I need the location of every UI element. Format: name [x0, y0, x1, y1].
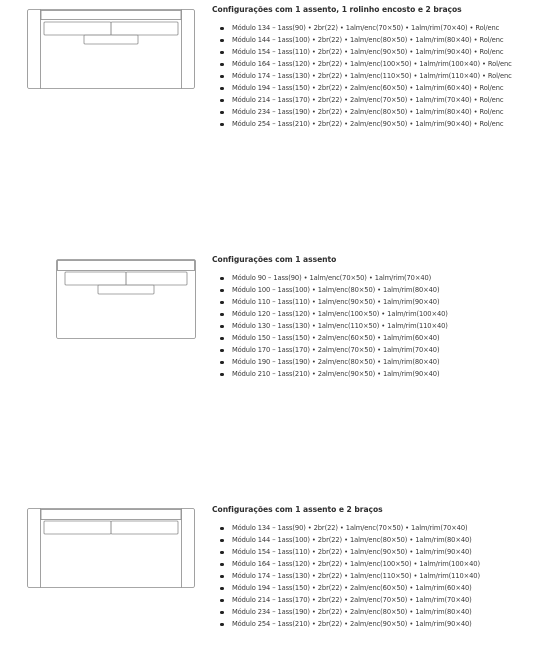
list-item: Módulo 164 – 1ass(120) • 2br(22) • 1alm/enc(100×50) • 1alm/rim(100×40) • Rol/enc [220, 58, 552, 70]
list-item: Módulo 234 – 1ass(190) • 2br(22) • 2alm/enc(80×50) • 1alm/rim(80×40) [220, 606, 552, 618]
list-item: Módulo 170 – 1ass(170) • 2alm/enc(70×50) • 1alm/rim(70×40) [220, 344, 552, 356]
list-item: Módulo 190 – 1ass(190) • 2alm/enc(80×50) • 1alm/rim(80×40) [220, 356, 552, 368]
list-item: Módulo 194 – 1ass(150) • 2br(22) • 2alm/enc(60×50) • 1alm/rim(60×40) [220, 582, 552, 594]
sofa-diagram-armrests [27, 508, 195, 588]
list-item: Módulo 174 – 1ass(130) • 2br(22) • 1alm/enc(110×50) • 1alm/rim(110×40) [220, 570, 552, 582]
list-item: Módulo 234 – 1ass(190) • 2br(22) • 2alm/enc(80×50) • 1alm/rim(80×40) • Rol/enc [220, 106, 552, 118]
list-item: Módulo 254 – 1ass(210) • 2br(22) • 2alm/enc(90×50) • 1alm/rim(90×40) [220, 618, 552, 630]
list-item: Módulo 254 – 1ass(210) • 2br(22) • 2alm/enc(90×50) • 1alm/rim(90×40) • Rol/enc [220, 118, 552, 130]
list-item: Módulo 150 – 1ass(150) • 2alm/enc(60×50) • 1alm/rim(60×40) [220, 332, 552, 344]
list-item: Módulo 90 – 1ass(90) • 1alm/enc(70×50) • 1alm/rim(70×40) [220, 272, 552, 284]
list-item: Módulo 100 – 1ass(100) • 1alm/enc(80×50) • 1alm/rim(80×40) [220, 284, 552, 296]
list-item: Módulo 154 – 1ass(110) • 2br(22) • 1alm/enc(90×50) • 1alm/rim(90×40) • Rol/enc [220, 46, 552, 58]
list-item: Módulo 214 – 1ass(170) • 2br(22) • 2alm/enc(70×50) • 1alm/rim(70×40) [220, 594, 552, 606]
list-item: Módulo 194 – 1ass(150) • 2br(22) • 2alm/enc(60×50) • 1alm/rim(60×40) • Rol/enc [220, 82, 552, 94]
config-content-3 [212, 505, 552, 630]
list-item: Módulo 210 – 1ass(210) • 2alm/enc(90×50) • 1alm/rim(90×40) [220, 368, 552, 380]
section-heading: Configurações com 1 assento e 2 braços [212, 505, 383, 514]
list-item: Módulo 154 – 1ass(110) • 2br(22) • 1alm/enc(90×50) • 1alm/rim(90×40) [220, 546, 552, 558]
config-content-2 [212, 255, 552, 380]
sofa-diagram-armrests-roll [27, 9, 195, 89]
list-item: Módulo 120 – 1ass(120) • 1alm/enc(100×50) • 1alm/rim(100×40) [220, 308, 552, 320]
section-heading: Configurações com 1 assento, 1 rolinho encosto e 2 braços [212, 5, 462, 14]
list-item: Módulo 164 – 1ass(120) • 2br(22) • 1alm/enc(100×50) • 1alm/rim(100×40) [220, 558, 552, 570]
list-item: Módulo 144 – 1ass(100) • 2br(22) • 1alm/enc(80×50) • 1alm/rim(80×40) • Rol/enc [220, 34, 552, 46]
list-item: Módulo 214 – 1ass(170) • 2br(22) • 2alm/enc(70×50) • 1alm/rim(70×40) • Rol/enc [220, 94, 552, 106]
list-item: Módulo 134 – 1ass(90) • 2br(22) • 1alm/enc(70×50) • 1alm/rim(70×40) • Rol/enc [220, 22, 552, 34]
list-item: Módulo 130 – 1ass(130) • 1alm/enc(110×50) • 1alm/rim(110×40) [220, 320, 552, 332]
list-item: Módulo 174 – 1ass(130) • 2br(22) • 1alm/enc(110×50) • 1alm/rim(110×40) • Rol/enc [220, 70, 552, 82]
config-content-1 [212, 5, 552, 130]
section-heading: Configurações com 1 assento [212, 255, 337, 264]
list-item: Módulo 134 – 1ass(90) • 2br(22) • 1alm/enc(70×50) • 1alm/rim(70×40) [220, 522, 552, 534]
sofa-diagram-seat-only [56, 259, 196, 339]
module-list [212, 522, 552, 630]
list-item: Módulo 144 – 1ass(100) • 2br(22) • 1alm/enc(80×50) • 1alm/rim(80×40) [220, 534, 552, 546]
module-list [212, 272, 552, 380]
module-list [212, 22, 552, 130]
list-item: Módulo 110 – 1ass(110) • 1alm/enc(90×50) • 1alm/rim(90×40) [220, 296, 552, 308]
